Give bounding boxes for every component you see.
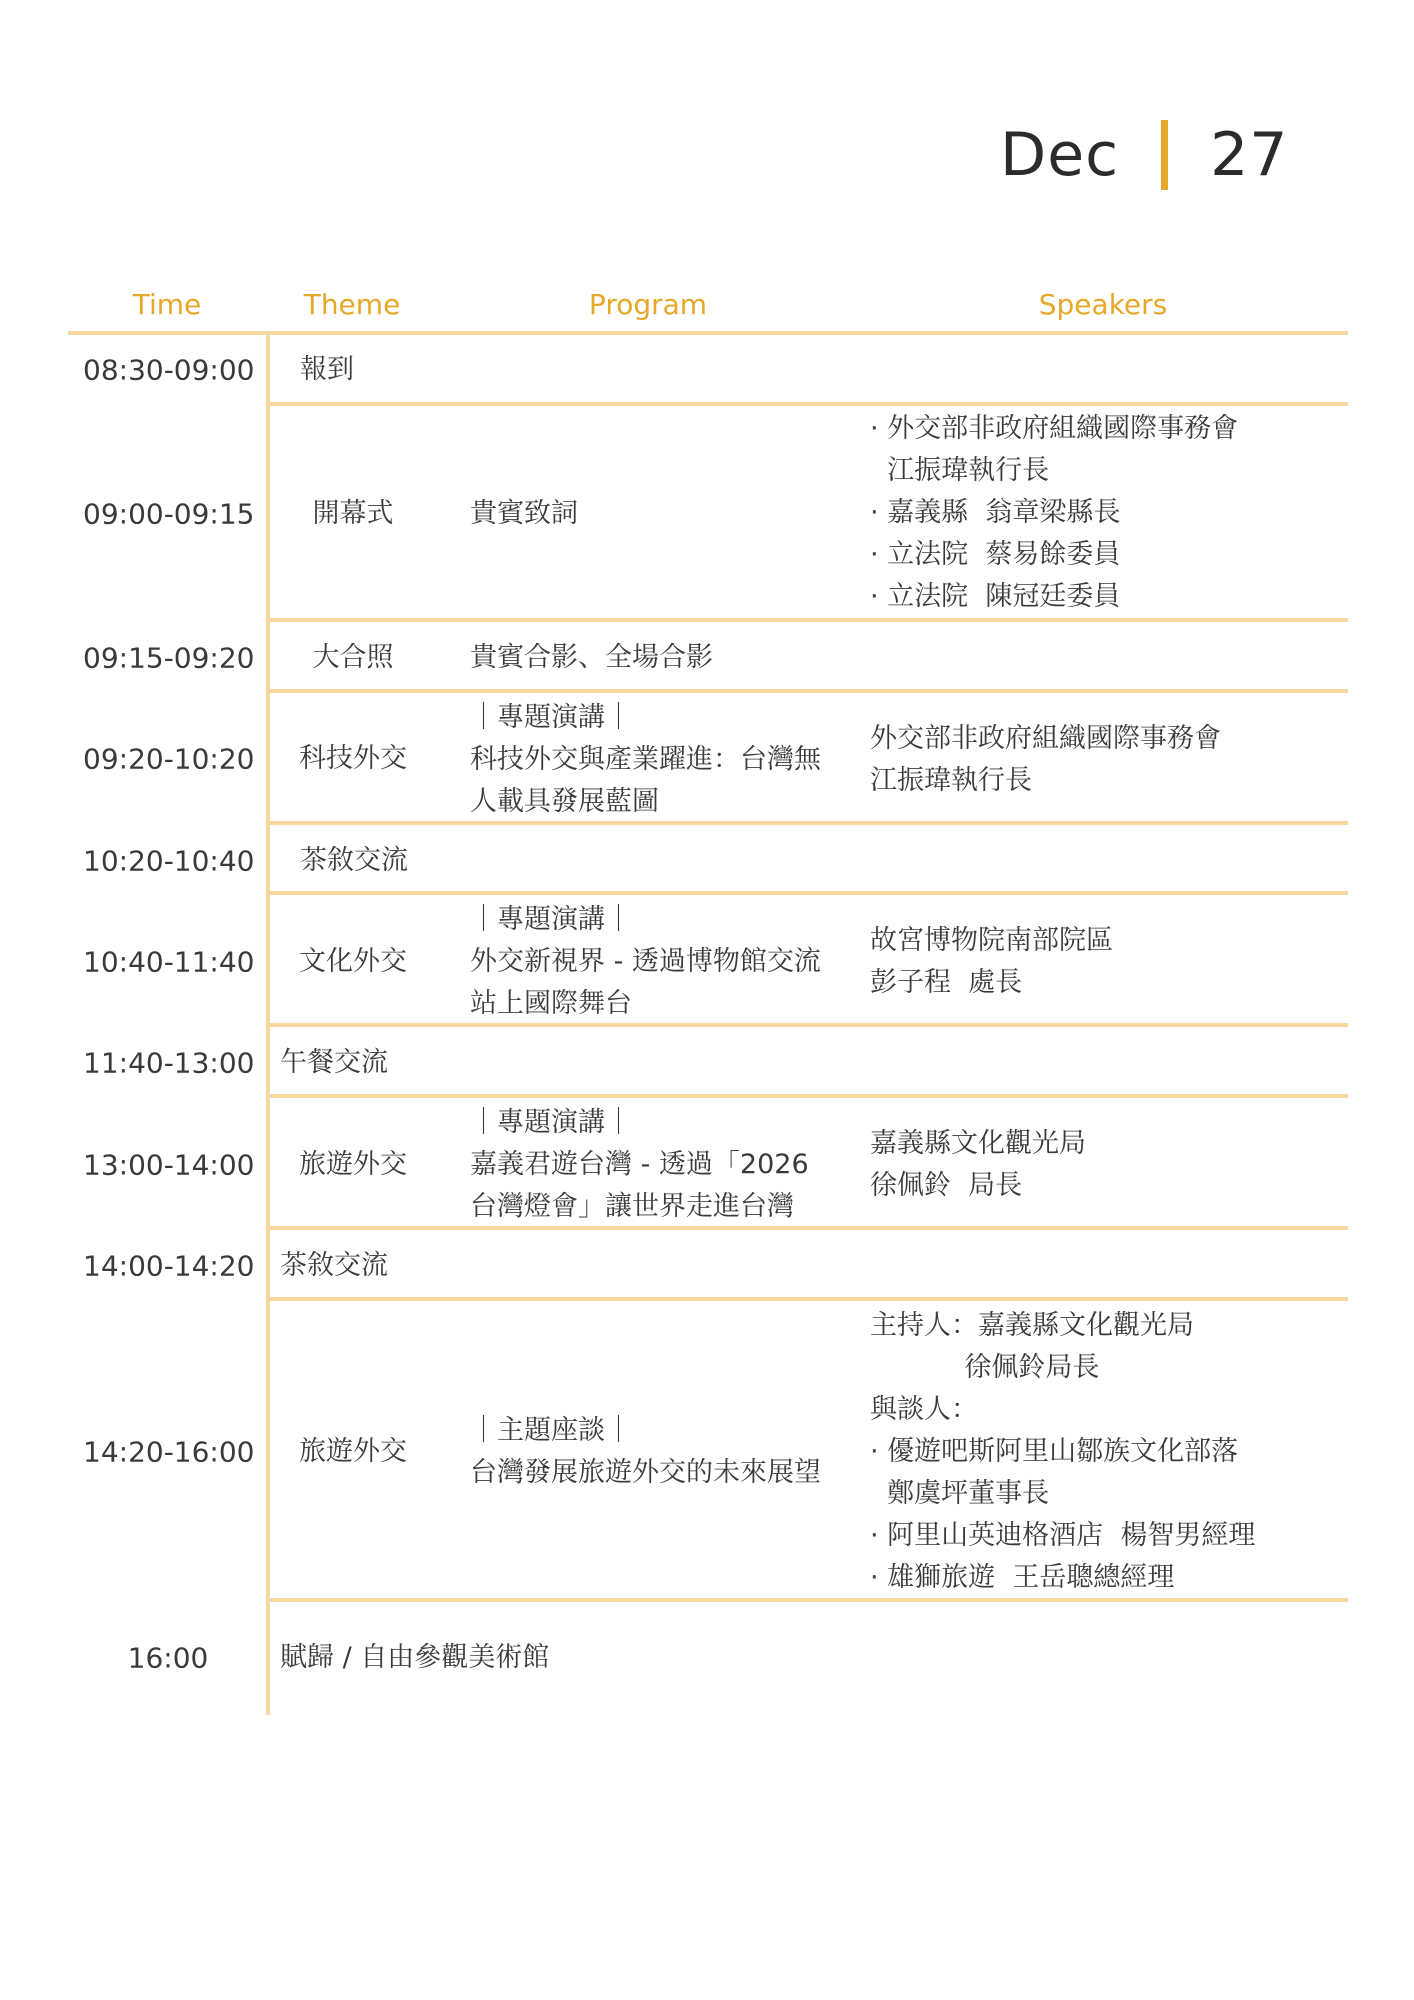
row-time: 09:00-09:15	[83, 497, 255, 531]
program-line: ｜專題演講｜	[470, 904, 632, 935]
header-theme: Theme	[303, 288, 401, 321]
row-time: 09:20-10:20	[83, 742, 255, 776]
speaker-line: 江振瑋執行長	[870, 765, 1032, 796]
row-time: 10:20-10:40	[83, 844, 255, 878]
speaker-line: · 雄獅旅遊 王岳聰總經理	[870, 1562, 1175, 1593]
speaker-line: 徐佩鈴 局長	[870, 1170, 1023, 1201]
row-program: 貴賓致詞	[470, 498, 578, 529]
row-time: 16:00	[127, 1641, 209, 1675]
program-line: 站上國際舞台	[470, 988, 632, 1019]
speaker-line: 江振瑋執行長	[870, 455, 1050, 486]
program-line: ｜專題演講｜	[470, 1107, 632, 1138]
row-theme: 報到	[300, 354, 354, 385]
program-line: 科技外交與產業躍進：台灣無	[470, 744, 821, 775]
program-line: ｜主題座談｜	[470, 1415, 632, 1446]
row-theme: 茶敘交流	[300, 845, 408, 876]
program-line: ｜專題演講｜	[470, 702, 632, 733]
header-divider	[68, 331, 1348, 335]
speaker-line: 故宮博物院南部院區	[870, 925, 1113, 956]
speaker-line: 嘉義縣文化觀光局	[870, 1128, 1086, 1159]
row-program	[470, 1410, 821, 1494]
row-time: 09:15-09:20	[83, 641, 255, 675]
row-time: 10:40-11:40	[83, 945, 255, 979]
row-program	[470, 899, 821, 1025]
speaker-line: · 立法院 蔡易餘委員	[870, 539, 1121, 570]
row-time: 14:20-16:00	[83, 1435, 255, 1469]
program-line: 人載具發展藍圖	[470, 786, 659, 817]
row-divider	[268, 1094, 1348, 1098]
speaker-line: · 嘉義縣 翁章梁縣長	[870, 497, 1121, 528]
speaker-line: 主持人：嘉義縣文化觀光局	[870, 1310, 1194, 1341]
header-speakers: Speakers	[1038, 288, 1168, 321]
program-line: 台灣發展旅遊外交的未來展望	[470, 1457, 821, 1488]
row-time: 14:00-14:20	[83, 1249, 255, 1283]
row-divider	[268, 689, 1348, 693]
speaker-line: 鄭虞坪董事長	[870, 1478, 1050, 1509]
row-time: 11:40-13:00	[83, 1046, 255, 1080]
header-program: Program	[588, 288, 708, 321]
row-divider	[268, 891, 1348, 895]
date-header	[1000, 120, 1288, 190]
date-month: Dec	[1000, 120, 1120, 190]
program-line: 台灣燈會」讓世界走進台灣	[470, 1191, 794, 1222]
row-theme: 茶敘交流	[280, 1250, 388, 1281]
row-program	[470, 1102, 809, 1228]
row-theme: 大合照	[312, 642, 394, 673]
header-time: Time	[132, 288, 202, 321]
row-speakers	[870, 408, 1238, 618]
row-divider	[268, 618, 1348, 622]
row-theme: 賦歸 / 自由參觀美術館	[280, 1642, 550, 1673]
row-program	[470, 697, 821, 823]
row-theme: 開幕式	[312, 498, 394, 529]
speaker-line: · 外交部非政府組織國際事務會	[870, 413, 1239, 444]
date-divider	[1161, 120, 1168, 190]
speaker-line: 與談人：	[870, 1394, 978, 1425]
row-theme: 旅遊外交	[299, 1436, 407, 1467]
row-theme: 科技外交	[299, 743, 407, 774]
speaker-line: 外交部非政府組織國際事務會	[870, 723, 1221, 754]
speaker-line: · 阿里山英迪格酒店 楊智男經理	[870, 1520, 1256, 1551]
speaker-line: · 立法院 陳冠廷委員	[870, 581, 1121, 612]
speaker-line: 徐佩鈴局長	[870, 1352, 1100, 1383]
row-divider	[268, 1297, 1348, 1301]
table-header	[0, 288, 1414, 328]
speaker-line: · 優遊吧斯阿里山鄒族文化部落	[870, 1436, 1239, 1467]
row-theme: 午餐交流	[280, 1047, 388, 1078]
row-program: 貴賓合影、全場合影	[470, 642, 713, 673]
row-time: 08:30-09:00	[83, 353, 255, 387]
row-speakers	[870, 1305, 1255, 1599]
speaker-line: 彭子程 處長	[870, 967, 1023, 998]
program-line: 嘉義君遊台灣 - 透過「2026	[470, 1149, 809, 1180]
row-theme: 旅遊外交	[299, 1149, 407, 1180]
row-speakers	[870, 718, 1221, 802]
row-theme: 文化外交	[299, 946, 407, 977]
row-speakers	[870, 920, 1113, 1004]
program-line: 外交新視界 - 透過博物館交流	[470, 946, 821, 977]
row-speakers	[870, 1123, 1086, 1207]
row-time: 13:00-14:00	[83, 1148, 255, 1182]
row-divider	[268, 402, 1348, 406]
date-day: 27	[1210, 120, 1289, 190]
